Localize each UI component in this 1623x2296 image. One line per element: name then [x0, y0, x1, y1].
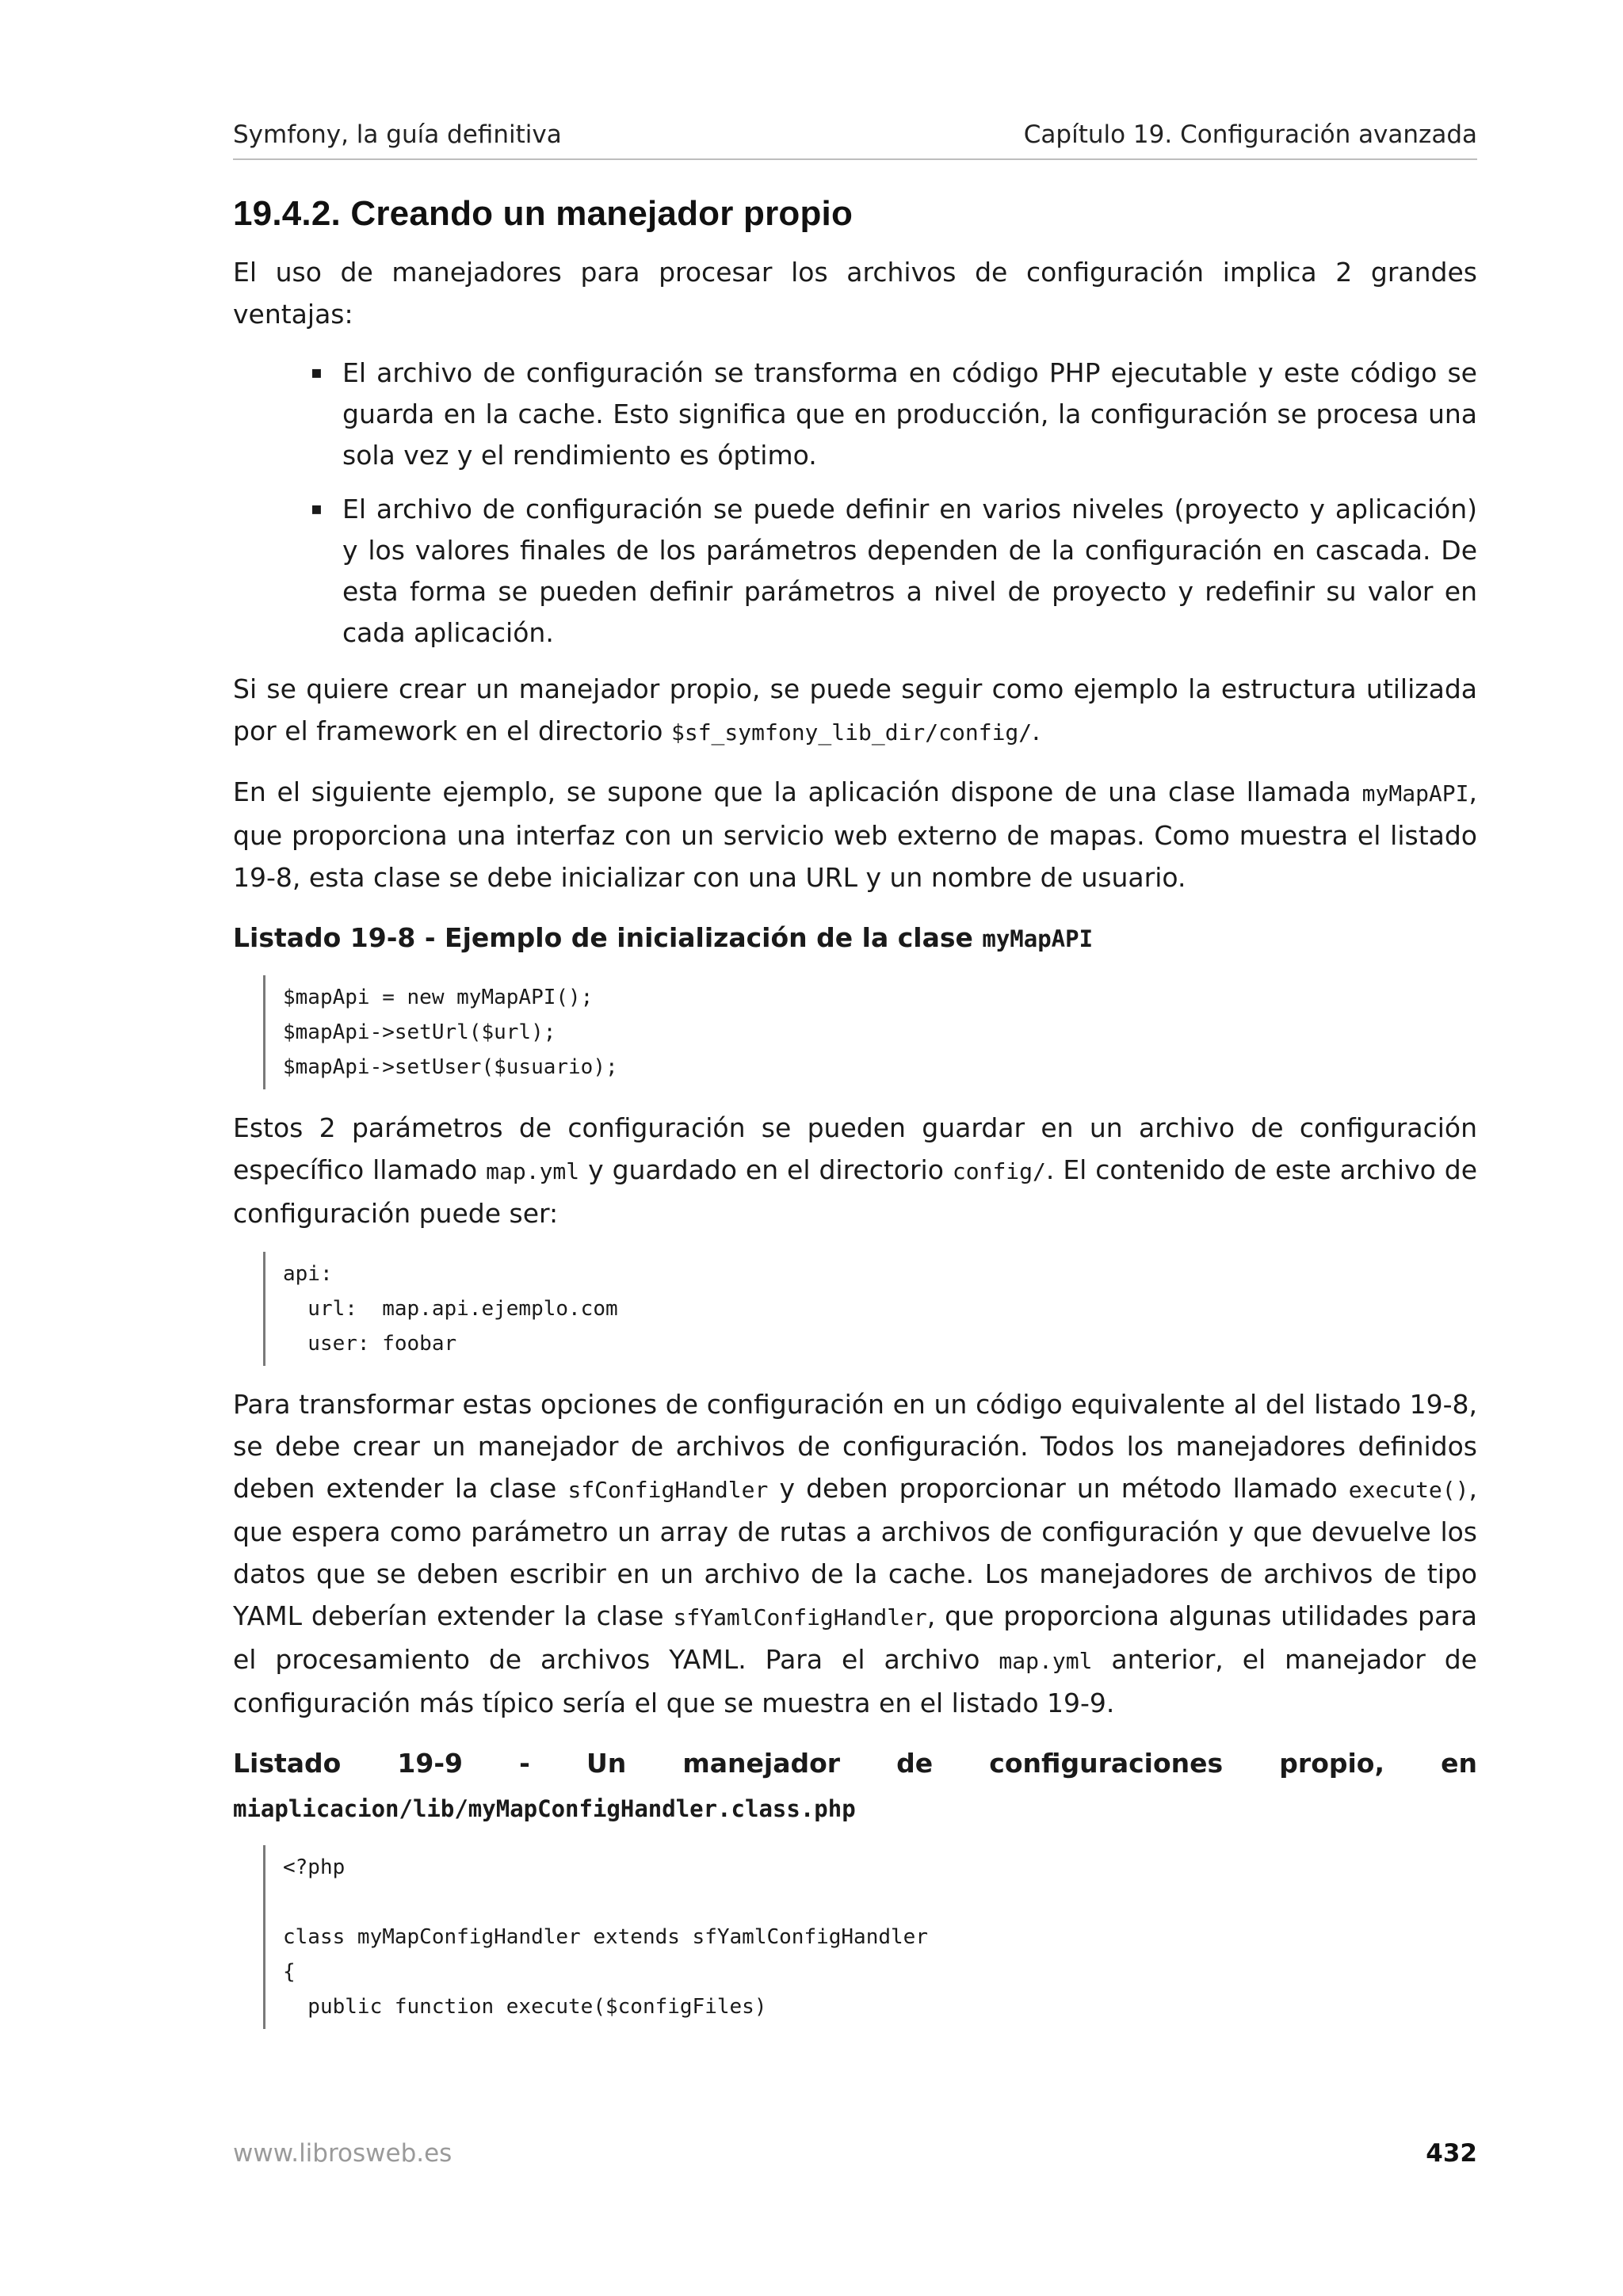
- code-block-listing-19-8: $mapApi = new myMapAPI(); $mapApi->setUrl($url); $mapApi->setUser($usuario);: [263, 975, 1477, 1089]
- inline-code: execute(): [1348, 1477, 1469, 1503]
- inline-code: myMapAPI: [1361, 780, 1469, 807]
- inline-code: sfConfigHandler: [567, 1477, 769, 1503]
- inline-code: $sf_symfony_lib_dir/config/: [670, 719, 1033, 746]
- paragraph-text: anterior, el manejador de configuración más típico sería el que se muestra en el listado 19-9.: [233, 1644, 1477, 1718]
- inline-code: sfYamlConfigHandler: [673, 1604, 927, 1630]
- list-item: [311, 353, 1477, 476]
- running-header: [233, 119, 1477, 160]
- paragraph-text: , que proporciona algunas utilidades para el procesamiento de archivos YAML. Para el archivo: [233, 1600, 1478, 1675]
- paragraph-text: .: [1032, 715, 1041, 746]
- page-footer: [233, 2139, 1477, 2179]
- listing-19-9-title: [233, 1741, 1477, 1831]
- paragraph-text: , que proporciona una interfaz con un servicio web externo de mapas. Como muestra el listado 19-8, esta clase se debe inicializar con una URL y un nombre de usuario.: [233, 776, 1477, 893]
- paragraph-text: y deben proporcionar un método llamado: [768, 1473, 1349, 1504]
- inline-code: miaplicacion/lib/myMapConfigHandler.class.php: [233, 1795, 856, 1822]
- paragraph-text: Si se quiere crear un manejador propio, se puede seguir como ejemplo la estructura utilizada por el framework en el directorio: [233, 673, 1477, 746]
- list-item-text: El archivo de configuración se puede definir en varios niveles (proyecto y aplicación) y los valores finales de los parámetros dependen de la configuración en cascada. De esta forma se pueden definir parámetros a nivel de proyecto y redefinir su valor en cada aplicación.: [342, 494, 1477, 648]
- listing-19-8-title: [233, 916, 1477, 961]
- book-title: Symfony, la guía definitiva: [233, 120, 562, 149]
- inline-code: map.yml: [486, 1158, 580, 1184]
- paragraph-text: En el siguiente ejemplo, se supone que la aplicación dispone de una clase llamada: [233, 776, 1362, 807]
- paragraph-transform: [233, 1383, 1477, 1724]
- paragraph-text: Estos 2 parámetros de configuración se pueden guardar en un archivo de configuración específico llamado: [233, 1112, 1477, 1185]
- inline-code: myMapAPI: [982, 925, 1094, 952]
- bullet-icon: ▪: [311, 499, 323, 519]
- paragraph-text: y guardado en el directorio: [579, 1154, 953, 1185]
- page-number: 432: [1426, 2139, 1477, 2168]
- paragraph-custom-handler: [233, 668, 1477, 753]
- listing-title-text: Listado 19-8 - Ejemplo de inicialización de la clase: [233, 922, 983, 953]
- website-link[interactable]: www.librosweb.es: [233, 2139, 453, 2168]
- paragraph-text: , que espera como parámetro un array de rutas a archivos de configuración y que devuelve los datos que se deben escribir en un archivo de la cache. Los manejadores de archivos de tipo YAML deberían extender la clase: [233, 1473, 1477, 1631]
- paragraph-text: Para transformar estas opciones de configuración en un código equivalente al del listado 19-8, se debe crear un manejador de archivos de configuración. Todos los manejadores definidos deben extender la clase: [233, 1389, 1477, 1504]
- bullet-icon: ▪: [311, 363, 323, 383]
- document-page: [233, 0, 1477, 2296]
- list-item-text: El archivo de configuración se transforma en código PHP ejecutable y este código se guarda en la cache. Esto significa que en producción, la configuración se procesa una sola vez y el rendimiento es óptimo.: [342, 357, 1477, 471]
- inline-code: map.yml: [999, 1648, 1093, 1674]
- advantages-list: [233, 353, 1477, 654]
- paragraph-example: [233, 771, 1477, 898]
- paragraph-intro: El uso de manejadores para procesar los archivos de configuración implica 2 grandes ventajas:: [233, 257, 1477, 330]
- list-item: [311, 489, 1477, 654]
- code-block-listing-19-9: <?php class myMapConfigHandler extends sfYamlConfigHandler { public function execute($configFiles): [263, 1845, 1477, 2029]
- section-title: 19.4.2. Creando un manejador propio: [233, 194, 854, 233]
- listing-title-text: Listado 19-9 - Un manejador de configuraciones propio, en: [233, 1748, 1477, 1779]
- code-block-yaml: api: url: map.api.ejemplo.com user: foobar: [263, 1252, 1477, 1366]
- paragraph-config-params: [233, 1107, 1477, 1234]
- paragraph-text: . El contenido de este archivo de configuración puede ser:: [233, 1154, 1478, 1229]
- inline-code: config/: [952, 1158, 1046, 1184]
- chapter-title: Capítulo 19. Configuración avanzada: [1023, 120, 1477, 149]
- page-content: [233, 194, 1477, 2046]
